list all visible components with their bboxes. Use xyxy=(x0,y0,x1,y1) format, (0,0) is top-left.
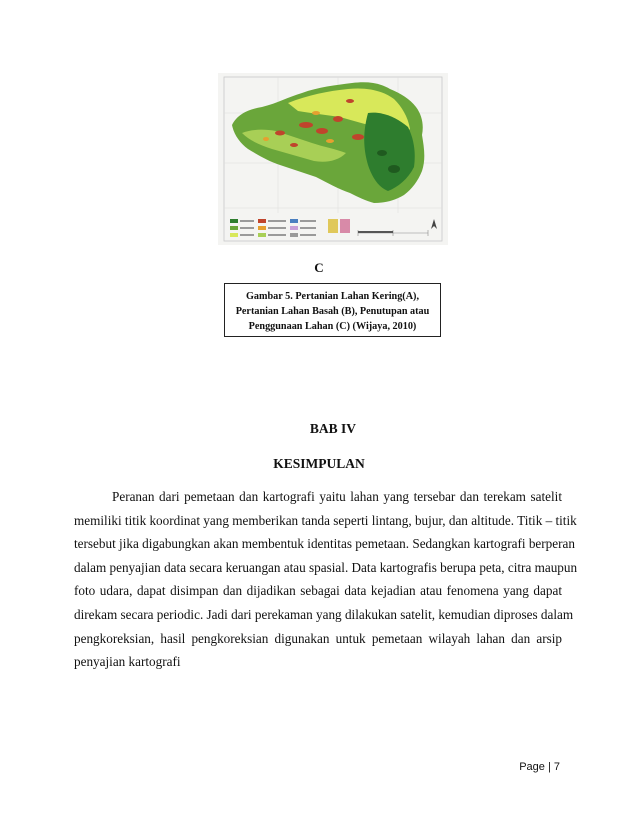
chapter-number: BAB IV xyxy=(309,421,357,436)
paragraph-line: Peranan dari pemetaan dan kartografi yaitu lahan yang tersebar dan terekam satelit xyxy=(112,489,562,504)
caption-line: Gambar 5. Pertanian Lahan Kering(A), xyxy=(246,291,419,302)
paragraph-line: foto udara, dapat disimpan dan dijadikan sebagai data kejadian atau fenomena yang dapat xyxy=(74,583,562,599)
land-use-map-image xyxy=(218,73,448,245)
page-number: Page | 7 xyxy=(519,761,560,773)
conclusion-paragraph xyxy=(74,485,578,674)
paragraph-line: tersebut jika digabungkan akan membentuk identitas pemetaan. Sedangkan kartografi berperan xyxy=(74,536,575,552)
paragraph-line: direkam secara periodic. Jadi dari perekaman yang dilakukan satelit, kemudian diproses dalam xyxy=(74,606,574,622)
paragraph-line: memiliki titik koordinat yang memberikan tanda seperti lintang, bujur, dan altitude. Titik – titik xyxy=(74,512,577,528)
figure-label: C xyxy=(314,260,324,275)
caption-line: Pertanian Lahan Basah (B), Penutupan atau xyxy=(235,306,430,317)
figure-caption xyxy=(224,283,441,337)
paragraph-line: dalam penyajian data secara keruangan atau spasial. Data kartografis berupa peta, citra maupun xyxy=(74,559,578,575)
paragraph-line: pengkoreksian, hasil pengkoreksian digunakan untuk pemetaan wilayah lahan dan arsip xyxy=(74,630,562,646)
chapter-title: KESIMPULAN xyxy=(273,456,365,471)
land-use-map-figure xyxy=(218,73,448,245)
caption-line: Penggunaan Lahan (C) (Wijaya, 2010) xyxy=(248,321,417,332)
paragraph-line: penyajian kartografi xyxy=(74,654,181,670)
